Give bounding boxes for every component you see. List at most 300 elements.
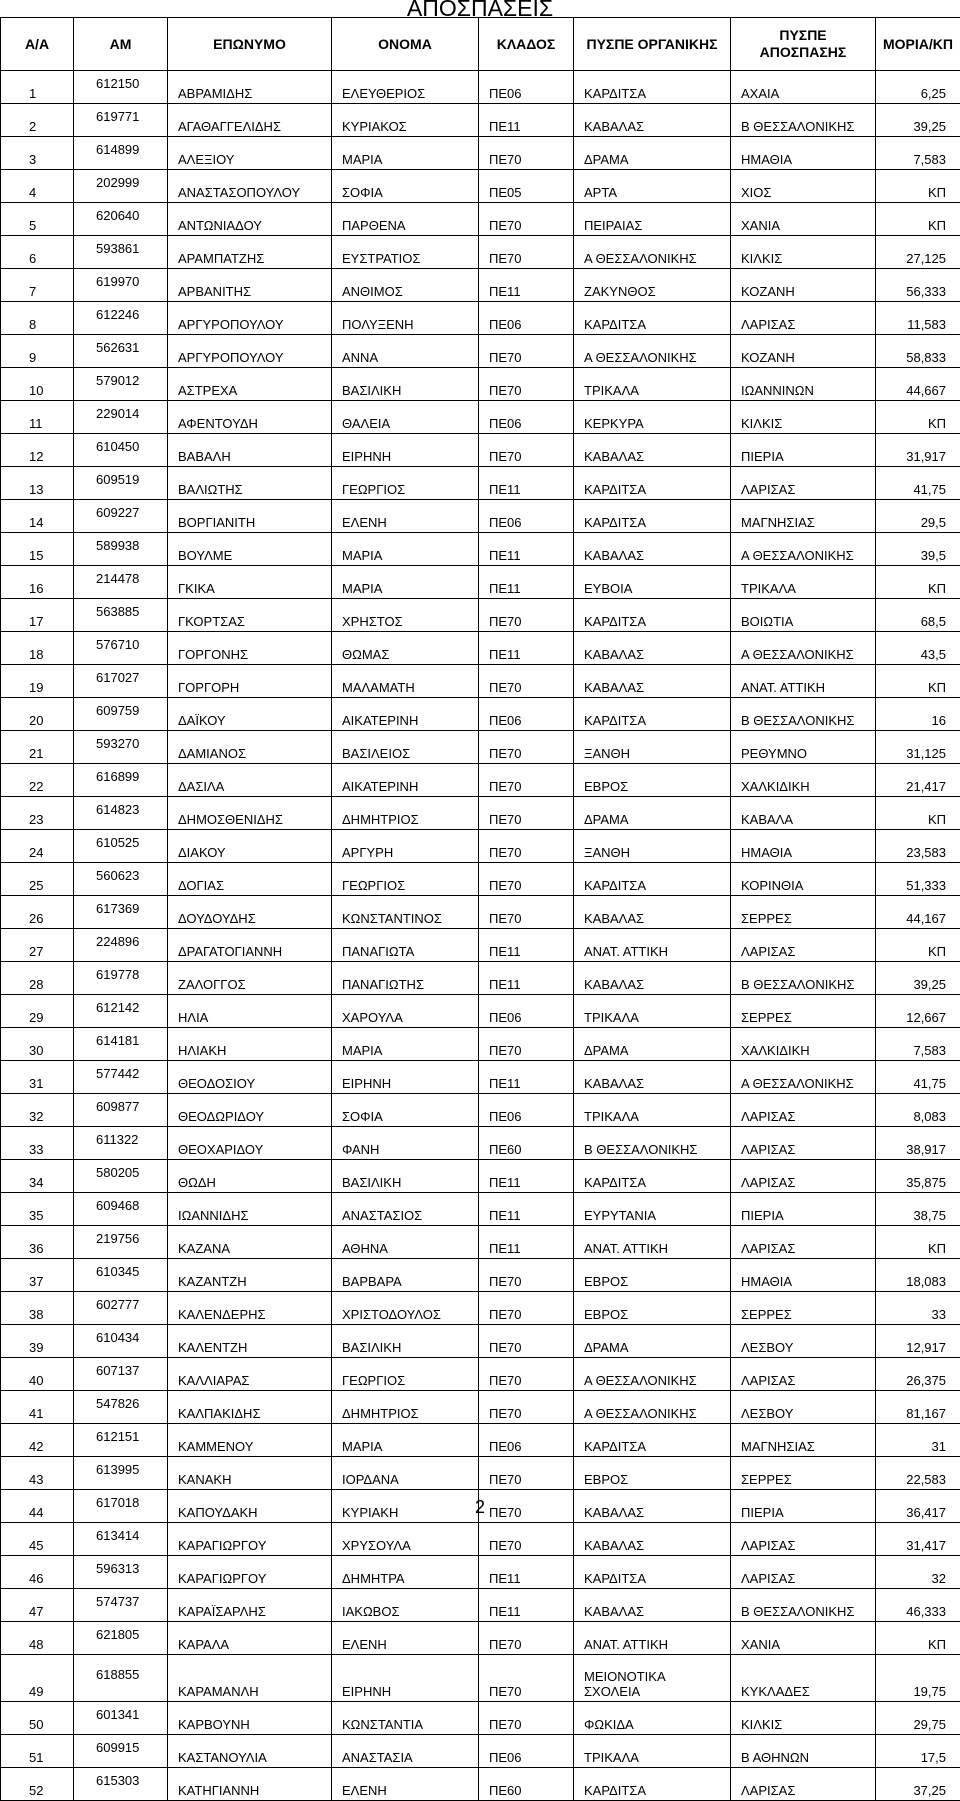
row-klados: ΠΕ11 [479,1226,574,1259]
row-pyspe-organikis: ΕΒΡΟΣ [574,764,731,797]
row-onoma: ΒΑΣΙΛΙΚΗ [332,1325,479,1358]
row-pyspe-organikis: ΤΡΙΚΑΛΑ [574,1735,731,1768]
row-moria: 31 [876,1424,960,1457]
row-klados: ΠΕ11 [479,467,574,500]
row-onoma: ΒΑΣΙΛΙΚΗ [332,1160,479,1193]
row-pyspe-organikis: ΕΒΡΟΣ [574,1457,731,1490]
row-pyspe-organikis: ΚΑΡΔΙΤΣΑ [574,863,731,896]
row-moria: 31,917 [876,434,960,467]
row-moria: 26,375 [876,1358,960,1391]
row-pyspe-apospasis: ΜΑΓΝΗΣΙΑΣ [731,500,876,533]
row-moria: 12,667 [876,995,960,1028]
col-header-am: ΑΜ [74,18,168,71]
row-pyspe-apospasis: ΑΧΑΙΑ [731,71,876,104]
row-eponymo: ΚΑΡΑΪΣΑΡΛΗΣ [168,1589,332,1622]
row-am: 609519 [74,467,168,500]
row-pyspe-apospasis: ΜΑΓΝΗΣΙΑΣ [731,1424,876,1457]
table-row [1,368,960,401]
row-moria: ΚΠ [876,203,960,236]
row-index: 25 [1,863,74,896]
row-onoma: ΕΛΕΝΗ [332,500,479,533]
row-am: 613995 [74,1457,168,1490]
col-header-onoma: ΟΝΟΜΑ [332,18,479,71]
row-am: 614181 [74,1028,168,1061]
table-row [1,1768,960,1801]
row-moria: 36,417 [876,1490,960,1523]
row-am: 229014 [74,401,168,434]
row-eponymo: ΔΑΣΙΛΑ [168,764,332,797]
row-index: 12 [1,434,74,467]
row-onoma: ΜΑΡΙΑ [332,566,479,599]
row-index: 32 [1,1094,74,1127]
row-pyspe-apospasis: Α ΘΕΣΣΑΛΟΝΙΚΗΣ [731,632,876,665]
row-klados: ΠΕ70 [479,764,574,797]
row-pyspe-organikis: ΚΑΒΑΛΑΣ [574,1061,731,1094]
row-klados: ΠΕ70 [479,1702,574,1735]
table-row [1,1193,960,1226]
row-moria: ΚΠ [876,665,960,698]
row-klados: ΠΕ05 [479,170,574,203]
row-pyspe-organikis: ΚΑΒΑΛΑΣ [574,1523,731,1556]
row-pyspe-organikis: ΠΕΙΡΑΙΑΣ [574,203,731,236]
row-am: 610450 [74,434,168,467]
row-index: 5 [1,203,74,236]
table-row [1,170,960,203]
col-header-aa: Α/Α [1,18,74,71]
row-am: 610525 [74,830,168,863]
row-am: 596313 [74,1556,168,1589]
row-onoma: ΠΟΛΥΞΕΝΗ [332,302,479,335]
row-moria: 51,333 [876,863,960,896]
row-pyspe-organikis: ΚΑΒΑΛΑΣ [574,533,731,566]
row-pyspe-organikis: Α ΘΕΣΣΑΛΟΝΙΚΗΣ [574,1358,731,1391]
table-row [1,566,960,599]
row-index: 28 [1,962,74,995]
row-eponymo: ΚΑΤΗΓΙΑΝΝΗ [168,1768,332,1801]
row-klados: ΠΕ70 [479,1655,574,1702]
row-index: 21 [1,731,74,764]
row-index: 31 [1,1061,74,1094]
row-am: 613414 [74,1523,168,1556]
table-header-row [1,18,960,71]
row-eponymo: ΑΣΤΡΕΧΑ [168,368,332,401]
table-row [1,1292,960,1325]
row-eponymo: ΔΑΪΚΟΥ [168,698,332,731]
row-klados: ΠΕ06 [479,401,574,434]
row-index: 19 [1,665,74,698]
row-index: 4 [1,170,74,203]
row-index: 40 [1,1358,74,1391]
row-am: 610345 [74,1259,168,1292]
row-index: 42 [1,1424,74,1457]
row-pyspe-apospasis: ΚΙΛΚΙΣ [731,1702,876,1735]
row-index: 8 [1,302,74,335]
row-am: 576710 [74,632,168,665]
row-klados: ΠΕ60 [479,1127,574,1160]
row-eponymo: ΚΑΠΟΥΔΑΚΗ [168,1490,332,1523]
row-eponymo: ΖΑΛΟΓΓΟΣ [168,962,332,995]
table-row [1,1226,960,1259]
row-index: 13 [1,467,74,500]
row-pyspe-apospasis: ΑΝΑΤ. ΑΤΤΙΚΗ [731,665,876,698]
table-row [1,632,960,665]
row-moria: 58,833 [876,335,960,368]
row-moria: 81,167 [876,1391,960,1424]
table-row [1,71,960,104]
row-pyspe-apospasis: ΧΑΛΚΙΔΙΚΗ [731,764,876,797]
row-pyspe-apospasis: ΚΙΛΚΙΣ [731,401,876,434]
row-pyspe-organikis: ΔΡΑΜΑ [574,1325,731,1358]
row-klados: ΠΕ11 [479,533,574,566]
row-onoma: ΑΝΘΙΜΟΣ [332,269,479,302]
row-pyspe-organikis: ΚΑΡΔΙΤΣΑ [574,698,731,731]
col-header-moria: ΜΟΡΙΑ/ΚΠ [876,18,960,71]
row-am: 580205 [74,1160,168,1193]
row-pyspe-apospasis: ΛΑΡΙΣΑΣ [731,1094,876,1127]
row-moria: 22,583 [876,1457,960,1490]
row-pyspe-apospasis: ΛΑΡΙΣΑΣ [731,1160,876,1193]
row-pyspe-organikis: ΕΒΡΟΣ [574,1292,731,1325]
row-onoma: ΑΙΚΑΤΕΡΙΝΗ [332,764,479,797]
table-row [1,1523,960,1556]
row-eponymo: ΚΑΡΑΓΙΩΡΓΟΥ [168,1523,332,1556]
row-pyspe-apospasis: ΛΕΣΒΟΥ [731,1325,876,1358]
table-row [1,1094,960,1127]
table-row [1,1622,960,1655]
row-moria: 23,583 [876,830,960,863]
row-eponymo: ΚΑΡΑΜΑΝΛΗ [168,1655,332,1702]
table-row [1,1556,960,1589]
row-onoma: ΑΙΚΑΤΕΡΙΝΗ [332,698,479,731]
row-onoma: ΠΑΝΑΓΙΩΤΗΣ [332,962,479,995]
row-index: 3 [1,137,74,170]
row-moria: 39,25 [876,962,960,995]
row-onoma: ΕΙΡΗΝΗ [332,1655,479,1702]
row-pyspe-organikis: ΔΡΑΜΑ [574,1028,731,1061]
row-am: 602777 [74,1292,168,1325]
row-klados: ΠΕ11 [479,104,574,137]
row-am: 614899 [74,137,168,170]
row-pyspe-organikis: ΚΑΡΔΙΤΣΑ [574,500,731,533]
row-onoma: ΘΑΛΕΙΑ [332,401,479,434]
row-moria: ΚΠ [876,401,960,434]
row-pyspe-organikis: ΚΑΡΔΙΤΣΑ [574,467,731,500]
table-row [1,434,960,467]
row-onoma: ΓΕΩΡΓΙΟΣ [332,1358,479,1391]
row-klados: ΠΕ11 [479,566,574,599]
row-pyspe-organikis: ΕΥΡΥΤΑΝΙΑ [574,1193,731,1226]
row-pyspe-organikis: ΕΒΡΟΣ [574,1259,731,1292]
row-am: 579012 [74,368,168,401]
row-onoma: ΑΝΑΣΤΑΣΙΟΣ [332,1193,479,1226]
row-index: 43 [1,1457,74,1490]
row-moria: 41,75 [876,467,960,500]
row-moria: ΚΠ [876,566,960,599]
row-index: 51 [1,1735,74,1768]
row-index: 26 [1,896,74,929]
row-klados: ΠΕ06 [479,1424,574,1457]
row-moria: 44,167 [876,896,960,929]
row-eponymo: ΙΩΑΝΝΙΔΗΣ [168,1193,332,1226]
row-pyspe-apospasis: ΧΑΛΚΙΔΙΚΗ [731,1028,876,1061]
row-pyspe-apospasis: Α ΘΕΣΣΑΛΟΝΙΚΗΣ [731,533,876,566]
row-klados: ΠΕ70 [479,665,574,698]
row-eponymo: ΘΩΔΗ [168,1160,332,1193]
table-row [1,500,960,533]
table-row [1,830,960,863]
row-moria: 39,5 [876,533,960,566]
row-pyspe-organikis: Β ΘΕΣΣΑΛΟΝΙΚΗΣ [574,1127,731,1160]
row-am: 563885 [74,599,168,632]
row-eponymo: ΑΛΕΞΙΟΥ [168,137,332,170]
row-eponymo: ΔΟΥΔΟΥΔΗΣ [168,896,332,929]
row-onoma: ΕΛΕΥΘΕΡΙΟΣ [332,71,479,104]
row-moria: ΚΠ [876,797,960,830]
row-pyspe-apospasis: ΛΑΡΙΣΑΣ [731,1556,876,1589]
row-index: 18 [1,632,74,665]
row-index: 46 [1,1556,74,1589]
row-pyspe-apospasis: Β ΘΕΣΣΑΛΟΝΙΚΗΣ [731,698,876,731]
table-row [1,599,960,632]
row-pyspe-apospasis: ΣΕΡΡΕΣ [731,995,876,1028]
row-index: 6 [1,236,74,269]
row-klados: ΠΕ70 [479,1028,574,1061]
row-index: 7 [1,269,74,302]
row-klados: ΠΕ70 [479,368,574,401]
table-row [1,1655,960,1702]
row-index: 30 [1,1028,74,1061]
row-klados: ΠΕ70 [479,1490,574,1523]
row-klados: ΠΕ11 [479,1061,574,1094]
row-klados: ΠΕ70 [479,1358,574,1391]
row-index: 36 [1,1226,74,1259]
row-klados: ΠΕ70 [479,335,574,368]
row-eponymo: ΑΝΤΩΝΙΑΔΟΥ [168,203,332,236]
table-row [1,1391,960,1424]
row-index: 15 [1,533,74,566]
row-moria: ΚΠ [876,1226,960,1259]
row-moria: 39,25 [876,104,960,137]
row-index: 9 [1,335,74,368]
row-onoma: ΧΡΙΣΤΟΔΟΥΛΟΣ [332,1292,479,1325]
row-pyspe-organikis: ΚΑΒΑΛΑΣ [574,1490,731,1523]
row-onoma: ΜΑΡΙΑ [332,1424,479,1457]
table-row [1,665,960,698]
row-onoma: ΜΑΡΙΑ [332,1028,479,1061]
row-onoma: ΜΑΡΙΑ [332,137,479,170]
table-row [1,1735,960,1768]
col-header-pyspe-organikis: ΠΥΣΠΕ ΟΡΓΑΝΙΚΗΣ [574,18,731,71]
row-index: 34 [1,1160,74,1193]
row-moria: 33 [876,1292,960,1325]
row-moria: 29,75 [876,1702,960,1735]
row-onoma: ΚΩΝΣΤΑΝΤΙΑ [332,1702,479,1735]
row-klados: ΠΕ70 [479,137,574,170]
row-am: 621805 [74,1622,168,1655]
row-klados: ΠΕ06 [479,1735,574,1768]
row-pyspe-organikis: ΑΝΑΤ. ΑΤΤΙΚΗ [574,1226,731,1259]
row-klados: ΠΕ70 [479,1325,574,1358]
row-pyspe-apospasis: ΚΟΡΙΝΘΙΑ [731,863,876,896]
table-row [1,533,960,566]
table-row [1,236,960,269]
page-title: ΑΠΟΣΠΑΣΕΙΣ [0,0,960,22]
row-eponymo: ΚΑΡΑΛΑ [168,1622,332,1655]
table-row [1,335,960,368]
row-am: 562631 [74,335,168,368]
row-onoma: ΒΑΣΙΛΙΚΗ [332,368,479,401]
row-pyspe-organikis: ΤΡΙΚΑΛΑ [574,368,731,401]
row-klados: ΠΕ11 [479,1160,574,1193]
row-klados: ΠΕ70 [479,1292,574,1325]
row-moria: 27,125 [876,236,960,269]
row-index: 20 [1,698,74,731]
row-onoma: ΜΑΡΙΑ [332,533,479,566]
row-onoma: ΑΝΝΑ [332,335,479,368]
row-moria: 32 [876,1556,960,1589]
row-moria: 38,75 [876,1193,960,1226]
row-pyspe-organikis: ΚΑΡΔΙΤΣΑ [574,599,731,632]
row-moria: 16 [876,698,960,731]
row-moria: 8,083 [876,1094,960,1127]
row-am: 610434 [74,1325,168,1358]
row-onoma: ΣΟΦΙΑ [332,170,479,203]
row-am: 617027 [74,665,168,698]
table-row [1,896,960,929]
row-onoma: ΦΑΝΗ [332,1127,479,1160]
row-index: 49 [1,1655,74,1702]
row-pyspe-apospasis: ΗΜΑΘΙΑ [731,1259,876,1292]
row-index: 35 [1,1193,74,1226]
row-onoma: ΔΗΜΗΤΡΙΟΣ [332,797,479,830]
row-onoma: ΚΩΝΣΤΑΝΤΙΝΟΣ [332,896,479,929]
row-pyspe-organikis: ΜΕΙΟΝΟΤΙΚΑ ΣΧΟΛΕΙΑ [574,1655,731,1702]
row-pyspe-apospasis: ΙΩΑΝΝΙΝΩΝ [731,368,876,401]
row-moria: 21,417 [876,764,960,797]
row-klados: ΠΕ70 [479,434,574,467]
row-moria: ΚΠ [876,1622,960,1655]
row-eponymo: ΑΡΓΥΡΟΠΟΥΛΟΥ [168,335,332,368]
row-eponymo: ΗΛΙΑΚΗ [168,1028,332,1061]
row-pyspe-apospasis: Β ΘΕΣΣΑΛΟΝΙΚΗΣ [731,104,876,137]
row-onoma: ΔΗΜΗΤΡΑ [332,1556,479,1589]
row-onoma: ΣΟΦΙΑ [332,1094,479,1127]
row-klados: ΠΕ70 [479,1622,574,1655]
row-index: 24 [1,830,74,863]
row-moria: 56,333 [876,269,960,302]
row-pyspe-organikis: ΚΑΒΑΛΑΣ [574,632,731,665]
table-row [1,1127,960,1160]
col-header-eponymo: ΕΠΩΝΥΜΟ [168,18,332,71]
row-eponymo: ΚΑΖΑΝΑ [168,1226,332,1259]
row-am: 589938 [74,533,168,566]
row-moria: 19,75 [876,1655,960,1702]
table-row [1,1702,960,1735]
row-klados: ΠΕ11 [479,269,574,302]
row-onoma: ΔΗΜΗΤΡΙΟΣ [332,1391,479,1424]
row-moria: 11,583 [876,302,960,335]
row-pyspe-organikis: ΚΑΡΔΙΤΣΑ [574,302,731,335]
row-am: 219756 [74,1226,168,1259]
row-pyspe-organikis: ΑΝΑΤ. ΑΤΤΙΚΗ [574,929,731,962]
row-onoma: ΑΡΓΥΡΗ [332,830,479,863]
row-pyspe-apospasis: Β ΘΕΣΣΑΛΟΝΙΚΗΣ [731,1589,876,1622]
row-index: 33 [1,1127,74,1160]
table-row [1,764,960,797]
page-number: 2 [0,1497,960,1518]
row-index: 29 [1,995,74,1028]
row-pyspe-organikis: ΚΑΡΔΙΤΣΑ [574,1424,731,1457]
row-moria: 31,125 [876,731,960,764]
row-index: 17 [1,599,74,632]
table-row [1,995,960,1028]
row-pyspe-apospasis: ΛΑΡΙΣΑΣ [731,1127,876,1160]
row-pyspe-apospasis: ΛΑΡΙΣΑΣ [731,1768,876,1801]
row-onoma: ΓΕΩΡΓΙΟΣ [332,467,479,500]
row-index: 2 [1,104,74,137]
row-index: 52 [1,1768,74,1801]
row-moria: ΚΠ [876,170,960,203]
row-am: 609915 [74,1735,168,1768]
table-row [1,797,960,830]
row-am: 224896 [74,929,168,962]
row-index: 47 [1,1589,74,1622]
row-eponymo: ΒΑΒΑΛΗ [168,434,332,467]
row-eponymo: ΓΚΟΡΤΣΑΣ [168,599,332,632]
row-pyspe-apospasis: ΒΟΙΩΤΙΑ [731,599,876,632]
row-pyspe-organikis: ΑΝΑΤ. ΑΤΤΙΚΗ [574,1622,731,1655]
table-row [1,467,960,500]
table-row [1,1325,960,1358]
row-klados: ΠΕ70 [479,731,574,764]
row-pyspe-apospasis: ΛΑΡΙΣΑΣ [731,1226,876,1259]
row-am: 616899 [74,764,168,797]
row-index: 22 [1,764,74,797]
row-index: 39 [1,1325,74,1358]
row-eponymo: ΘΕΟΧΑΡΙΔΟΥ [168,1127,332,1160]
row-am: 607137 [74,1358,168,1391]
row-eponymo: ΑΝΑΣΤΑΣΟΠΟΥΛΟΥ [168,170,332,203]
row-index: 45 [1,1523,74,1556]
row-moria: ΚΠ [876,929,960,962]
row-pyspe-organikis: Α ΘΕΣΣΑΛΟΝΙΚΗΣ [574,335,731,368]
row-am: 609877 [74,1094,168,1127]
row-klados: ΠΕ11 [479,1589,574,1622]
row-onoma: ΑΘΗΝΑ [332,1226,479,1259]
row-am: 612151 [74,1424,168,1457]
row-klados: ΠΕ70 [479,1523,574,1556]
row-pyspe-organikis: Α ΘΕΣΣΑΛΟΝΙΚΗΣ [574,1391,731,1424]
row-am: 612150 [74,71,168,104]
row-klados: ΠΕ11 [479,1193,574,1226]
row-eponymo: ΚΑΛΠΑΚΙΔΗΣ [168,1391,332,1424]
row-pyspe-organikis: ΚΕΡΚΥΡΑ [574,401,731,434]
row-eponymo: ΗΛΙΑ [168,995,332,1028]
row-eponymo: ΒΑΛΙΩΤΗΣ [168,467,332,500]
row-onoma: ΕΛΕΝΗ [332,1768,479,1801]
row-moria: 12,917 [876,1325,960,1358]
row-am: 547826 [74,1391,168,1424]
row-eponymo: ΚΑΡΒΟΥΝΗ [168,1702,332,1735]
row-index: 38 [1,1292,74,1325]
table-row [1,1424,960,1457]
row-pyspe-apospasis: ΛΑΡΙΣΑΣ [731,929,876,962]
row-moria: 44,667 [876,368,960,401]
row-am: 619771 [74,104,168,137]
row-pyspe-apospasis: ΣΕΡΡΕΣ [731,1457,876,1490]
row-onoma: ΕΙΡΗΝΗ [332,434,479,467]
row-pyspe-organikis: ΚΑΒΑΛΑΣ [574,104,731,137]
